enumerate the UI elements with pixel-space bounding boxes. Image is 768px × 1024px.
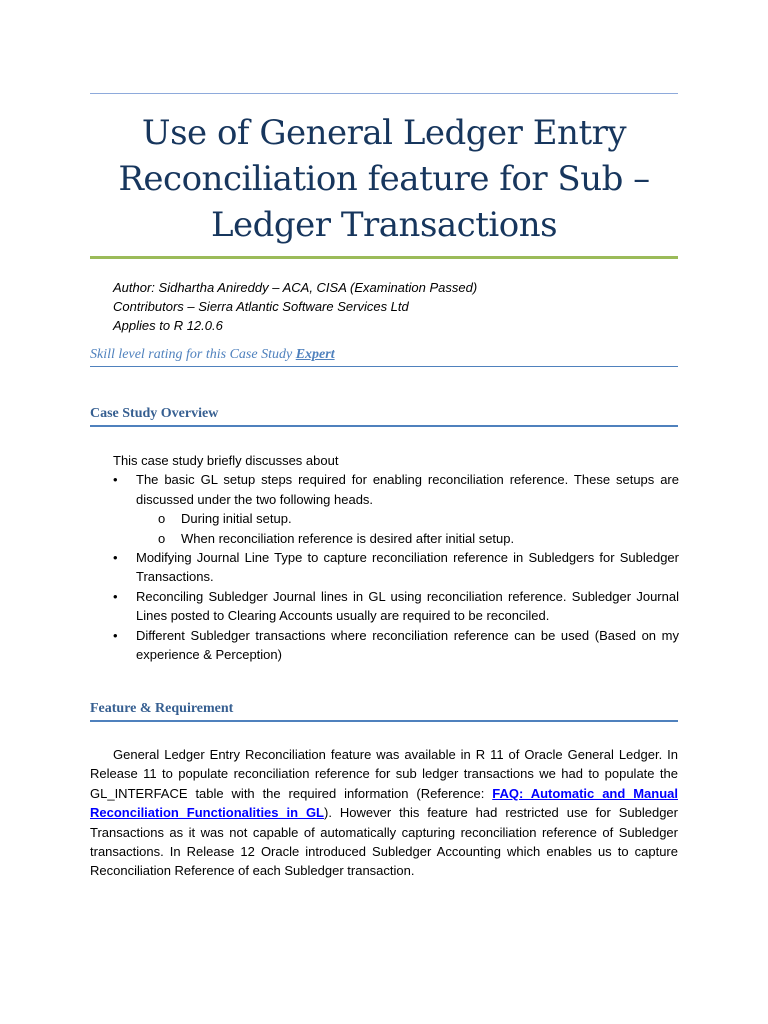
bullet-icon: • (113, 627, 118, 643)
feature-heading: Feature & Requirement (90, 701, 234, 716)
sub-list-item (113, 509, 679, 528)
bullet-text: Modifying Journal Line Type to capture reconciliation reference in Subledgers for Subledger Transactions. (136, 550, 679, 585)
skill-level-link[interactable]: Expert (295, 347, 335, 362)
overview-sub-list (113, 509, 679, 548)
bullet-icon: • (113, 588, 118, 604)
document-meta (113, 278, 673, 335)
feature-section (90, 745, 678, 881)
applies-to-line: Applies to R 12.0.6 (113, 318, 223, 333)
skill-divider (90, 366, 678, 367)
contributors-line: Contributors – Sierra Atlantic Software Services Ltd (113, 299, 409, 314)
list-item (113, 626, 679, 665)
feature-text-before: General Ledger Entry Reconciliation feature was available in R 11 of Oracle General Ledger. In Release 11 to populate reconciliation reference for sub ledger transactions we had to populate the GL_INTERFACE table with the required information (Reference: (90, 747, 678, 801)
skill-label: Skill level rating for this Case Study (90, 347, 293, 362)
list-item (113, 548, 679, 587)
author-line: Author: Sidhartha Anireddy – ACA, CISA (Examination Passed) (113, 280, 478, 295)
sub-list-item (113, 529, 679, 548)
bullet-icon: • (113, 472, 118, 488)
bullet-text: Different Subledger transactions where reconciliation reference can be used (Based on my experience & Perception) (136, 627, 679, 663)
bullet-text: The basic GL setup steps required for enabling reconciliation reference. These setups are discussed under the two following heads. (136, 472, 679, 507)
sub-bullet-text: During initial setup. (181, 511, 292, 527)
circle-bullet-icon: o (158, 530, 166, 546)
overview-bullet-list (113, 548, 679, 664)
sub-bullet-text: When reconciliation reference is desired after initial setup. (181, 530, 515, 546)
title-line: Use of General Ledger Entry (141, 113, 627, 153)
skill-rating (90, 347, 678, 363)
bullet-text: Reconciling Subledger Journal lines in GL using reconciliation reference. Subledger Journal Lines posted to Clearing Accounts usually are required to be reconciled. (136, 588, 679, 624)
title-line: Reconciliation feature for Sub – (118, 159, 650, 199)
overview-intro: This case study briefly discusses about (113, 453, 339, 468)
overview-heading: Case Study Overview (90, 406, 219, 421)
title-underline (90, 256, 678, 259)
list-item (113, 587, 679, 626)
feature-paragraph (90, 745, 678, 881)
overview-bullet-list (113, 470, 679, 509)
top-divider (90, 93, 678, 94)
feature-text-after: ). However this feature had restricted use for Subledger Transactions as it was not capable of automatically capturing reconciliation reference of Subledger transactions. In Release 12 Oracle introduced Subledger Accounting which enables us to capture Reconciliation Reference of each Subledger transaction. (90, 805, 678, 879)
list-item (113, 470, 679, 509)
bullet-icon: • (113, 550, 118, 566)
overview-section (113, 451, 679, 664)
feature-heading-rule (90, 720, 678, 722)
circle-bullet-icon: o (158, 511, 166, 527)
overview-heading-rule (90, 425, 678, 427)
faq-reference-link[interactable]: FAQ: Automatic and Manual Reconciliation Functionalities in GL (90, 785, 678, 821)
title-line: Ledger Transactions (210, 205, 558, 245)
document-title (90, 110, 678, 248)
